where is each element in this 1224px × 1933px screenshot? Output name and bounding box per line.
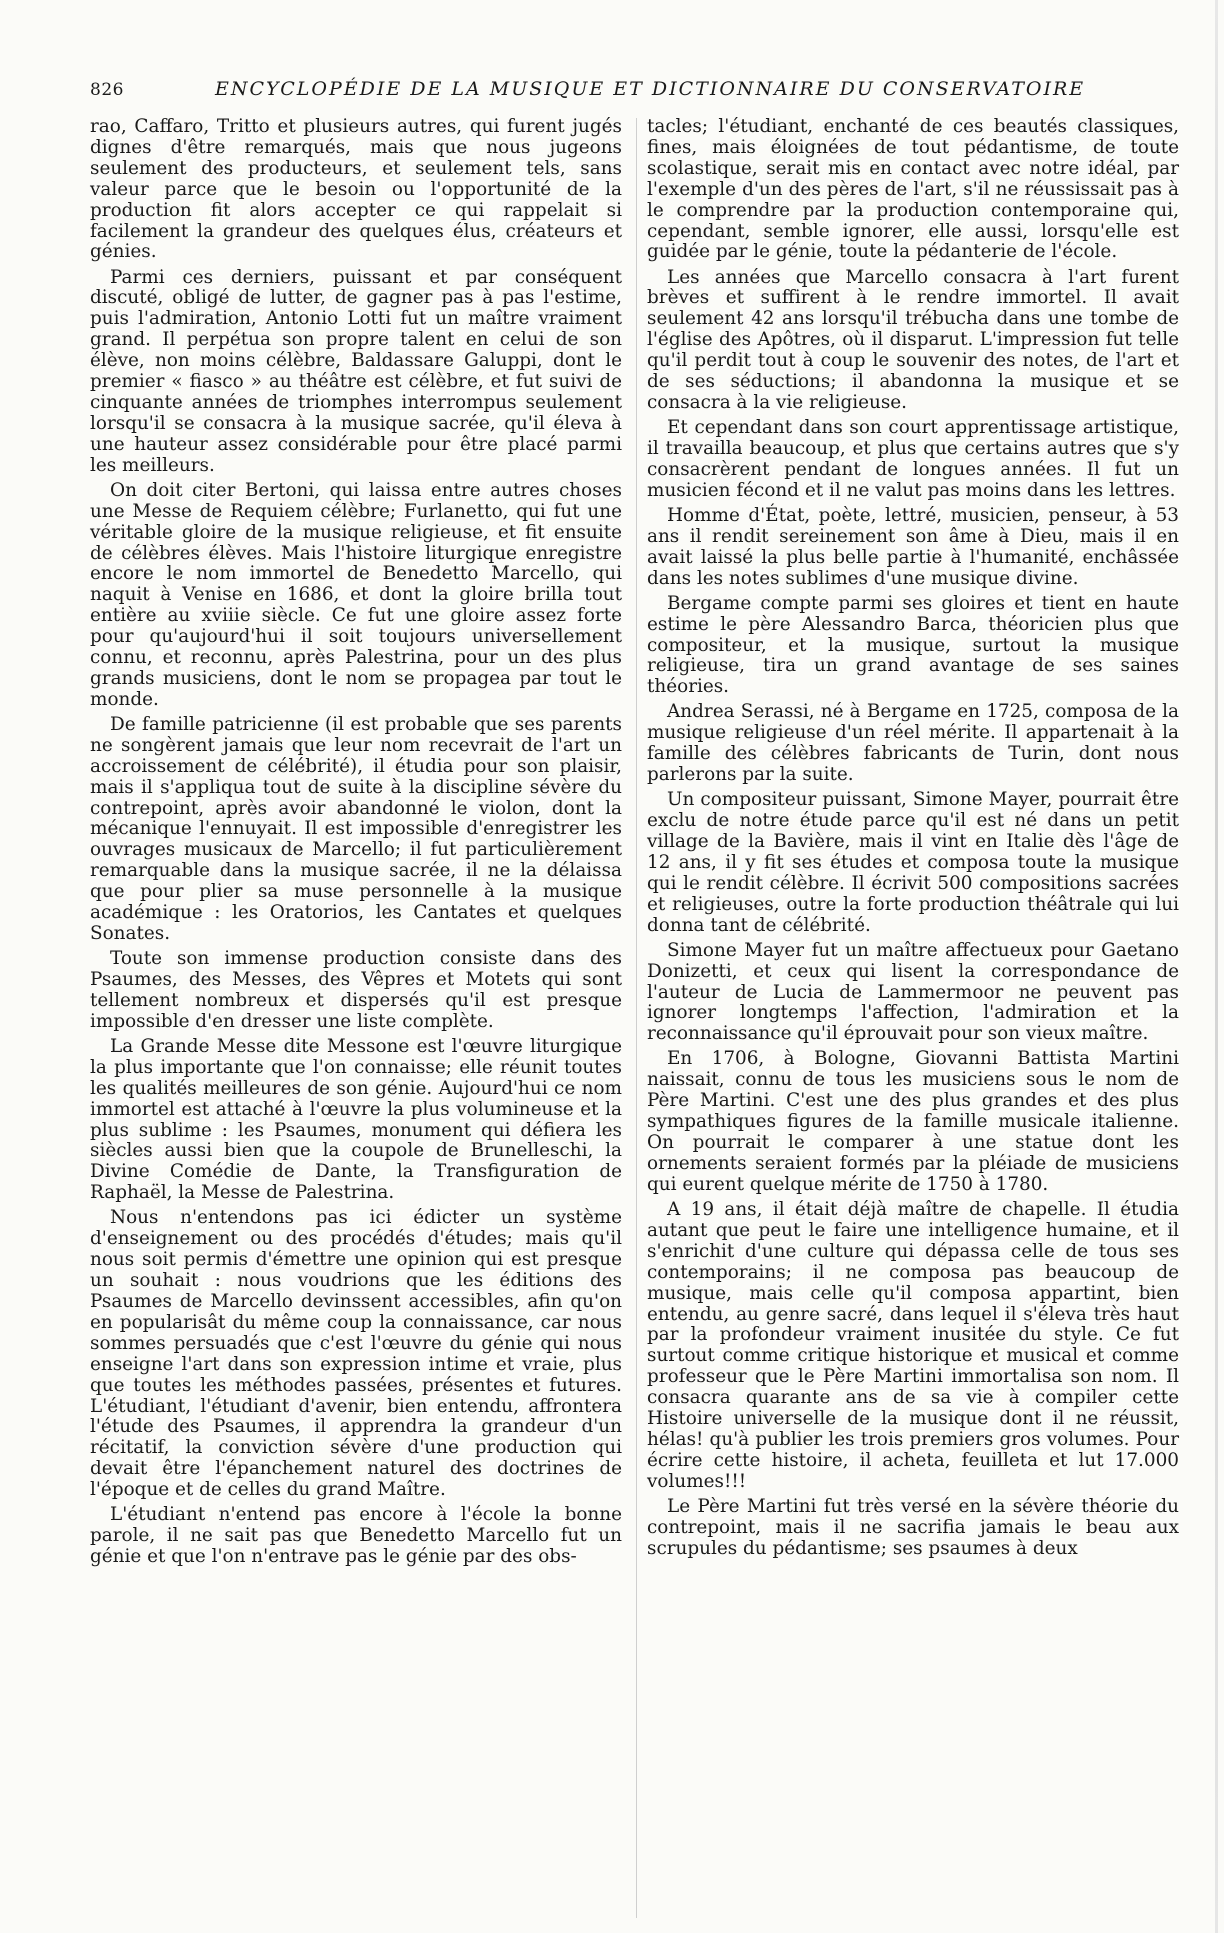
paragraph: Bergame compte parmi ses gloires et tient en haute estime le père Alessandro Barca, théoricien plus que compositeur, et la musique, surtout la musique religieuse, tira un grand avantage de ses saines théories. <box>647 592 1179 698</box>
paragraph: Nous n'entendons pas ici édicter un système d'enseignement ou des procédés d'études; mais qu'il nous soit permis d'émettre une opinion qui est presque un souhait : nous voudrions que les éditions des Psaumes de Marcello devinssent accessibles, afin qu'on en popularisât du même coup la connaissance, car nous sommes persuadés que c'est l'œuvre du génie qui nous enseigne l'art dans son expression intime et vraie, plus que toutes les méthodes passées, présentes et futures. L'étudiant, l'étudiant d'avenir, bien entendu, affrontera l'étude des Psaumes, il apprendra la grandeur d'un récitatif, la conviction sévère d'une production qui devait être l'épanchement naturel des doctrines de l'époque et de celles du grand Maître. <box>90 1207 622 1501</box>
paragraph: rao, Caffaro, Tritto et plusieurs autres, qui furent jugés dignes d'être remarqués, mais que nous jugeons seulement des producteurs, et seulement tels, sans valeur parce que le besoin ou l'opportunité de la production fit alors accepter ce qui rappelait si facilement la grandeur des quelques élus, créateurs et génies. <box>90 116 622 263</box>
running-title: ENCYCLOPÉDIE DE LA MUSIQUE ET DICTIONNAIRE DU CONSERVATOIRE <box>215 78 1086 100</box>
paragraph: Parmi ces derniers, puissant et par conséquent discuté, obligé de lutter, de gagner pas à pas l'estime, puis l'admiration, Antonio Lotti fut un maître vraiment grand. Il perpétua son propre talent en celui de son élève, non moins célèbre, Baldassare Galuppi, dont le premier « fiasco » au théâtre est célèbre, et fut suivi de cinquante années de triomphes interrompus seulement lorsqu'il se consacra à la musique sacrée, qu'il éleva à une hauteur assez considérable pour être placé parmi les meilleurs. <box>90 266 622 476</box>
paragraph: A 19 ans, il était déjà maître de chapelle. Il étudia autant que peut le faire une intelligence humaine, et il s'enrichit d'une culture qui dépassa celle de tous ses contemporains; il ne composa pas beaucoup de musique, mais celle qu'il composa appartint, bien entendu, au genre sacré, dans lequel il s'éleva très haut par la profondeur vraiment inusitée du style. Ce fut surtout comme critique historique et musical et comme professeur que le Père Martini immortalisa son nom. Il consacra quarante ans de sa vie à compiler cette Histoire universelle de la musique dont il ne réussit, hélas! qu'à publier les trois premiers gros volumes. Pour écrire cette histoire, il acheta, feuilleta et lut 17.000 volumes!!! <box>647 1199 1179 1492</box>
paragraph: De famille patricienne (il est probable que ses parents ne songèrent jamais que leur nom recevrait de l'art un accroissement de célébrité), il étudia pour son plaisir, mais il s'appliqua tout de suite à la discipline sévère du contrepoint, après avoir abandonné le violon, dont la mécanique l'ennuyait. Il est impossible d'enregistrer les ouvrages musicaux de Marcello; il fut particulièrement remarquable dans la musique sacrée, il ne la délaissa que pour plier sa muse personnelle à la musique académique : les Oratorios, les Cantates et quelques Sonates. <box>90 713 622 944</box>
right-column <box>647 117 1179 1564</box>
paragraph: Les années que Marcello consacra à l'art furent brèves et suffirent à le rendre immortel. Il avait seulement 42 ans lorsqu'il trébucha dans une tombe de l'église des Apôtres, où il disparut. L'impression fut telle qu'il perdit tout à coup le souvenir des notes, de l'art et de ses séductions; il abandonna la musique et se consacra à la vie religieuse. <box>647 266 1179 413</box>
paragraph: Homme d'État, poète, lettré, musicien, penseur, à 53 ans il rendit sereinement son âme à Dieu, mais il en avait laissé la plus belle partie à l'humanité, enchâssée dans les notes sublimes d'une musique divine. <box>647 504 1179 589</box>
column-divider <box>636 118 637 1918</box>
page-edge-shadow <box>1215 0 1218 1933</box>
paragraph: Simone Mayer fut un maître affectueux pour Gaetano Donizetti, et ceux qui lisent la correspondance de l'auteur de Lucia de Lammermoor ne peuvent pas ignorer longtemps l'affection, l'admiration et la reconnaissance qu'il éprouvait pour son vieux maître. <box>647 939 1179 1045</box>
page-number: 826 <box>90 80 124 100</box>
paragraph: Andrea Serassi, né à Bergame en 1725, composa de la musique religieuse d'un réel mérite. Il appartenait à la famille des célèbres fabricants de Turin, dont nous parlerons par la suite. <box>647 701 1179 786</box>
paragraph: Toute son immense production consiste dans des Psaumes, des Messes, des Vêpres et Motets qui sont tellement nombreux et dispersés qu'il est presque impossible d'en dresser une liste complète. <box>90 948 622 1032</box>
paragraph: Et cependant dans son court apprentissage artistique, il travailla beaucoup, et plus que certains autres que s'y consacrèrent pendant de longues années. Il fut un musicien fécond et il ne valut pas moins dans les lettres. <box>647 417 1179 501</box>
left-column <box>90 117 622 1572</box>
paragraph: tacles; l'étudiant, enchanté de ces beautés classiques, fines, mais éloignées de tout pédantisme, de toute scolastique, serait mis en contact avec notre idéal, par l'exemple d'un des pères de l'art, s'il ne réussissait pas à le comprendre par la production contemporaine qui, cependant, semble ignorer, elle aussi, lorsqu'elle est guidée par le génie, toute la pédanterie de l'école. <box>647 116 1179 263</box>
page-header <box>90 78 1176 108</box>
paragraph: La Grande Messe dite Messone est l'œuvre liturgique la plus importante que l'on connaisse; elle réunit toutes les qualités meilleures de son génie. Aujourd'hui ce nom immortel est attaché à l'œuvre la plus volumineuse et la plus sublime : les Psaumes, monument qui défiera les siècles aussi bien que la coupole de Brunelleschi, la Divine Comédie de Dante, la Transfiguration de Raphaël, la Messe de Palestrina. <box>90 1035 622 1204</box>
paragraph: Un compositeur puissant, Simone Mayer, pourrait être exclu de notre étude parce qu'il est né dans un petit village de la Bavière, mais il vint en Italie dès l'âge de 12 ans, il y fit ses études et composa toute la musique qui le rendit célèbre. Il écrivit 500 compositions sacrées et religieuses, outre la forte production théâtrale qui lui donna tant de célébrité. <box>647 789 1179 936</box>
paragraph: On doit citer Bertoni, qui laissa entre autres choses une Messe de Requiem célèbre; Furlanetto, qui fut une véritable gloire de la musique religieuse, et fit ensuite de célèbres élèves. Mais l'histoire liturgique enregistre encore le nom immortel de Benedetto Marcello, qui naquit à Venise en 1686, et dont la gloire brilla tout entière au xviiie siècle. Ce fut une gloire assez forte pour qu'aujourd'hui il soit toujours universellement connu, et reconnu, après Palestrina, pour un des plus grands musiciens, dont le nom se propagea par tout le monde. <box>90 479 622 710</box>
paragraph: L'étudiant n'entend pas encore à l'école la bonne parole, il ne sait pas que Benedetto Marcello fut un génie et que l'on n'entrave pas le génie par des obs- <box>90 1504 622 1568</box>
paragraph: En 1706, à Bologne, Giovanni Battista Martini naissait, connu de tous les musiciens sous le nom de Père Martini. C'est une des plus grandes et des plus sympathiques figures de la famille musicale italienne. On pourrait le comparer à une statue dont les ornements seraient formés par la pléiade de musiciens qui eurent quelque mérite de 1750 à 1780. <box>647 1048 1179 1195</box>
paragraph: Le Père Martini fut très versé en la sévère théorie du contrepoint, mais il ne sacrifia jamais le beau aux scrupules du pédantisme; ses psaumes à deux <box>647 1495 1179 1559</box>
